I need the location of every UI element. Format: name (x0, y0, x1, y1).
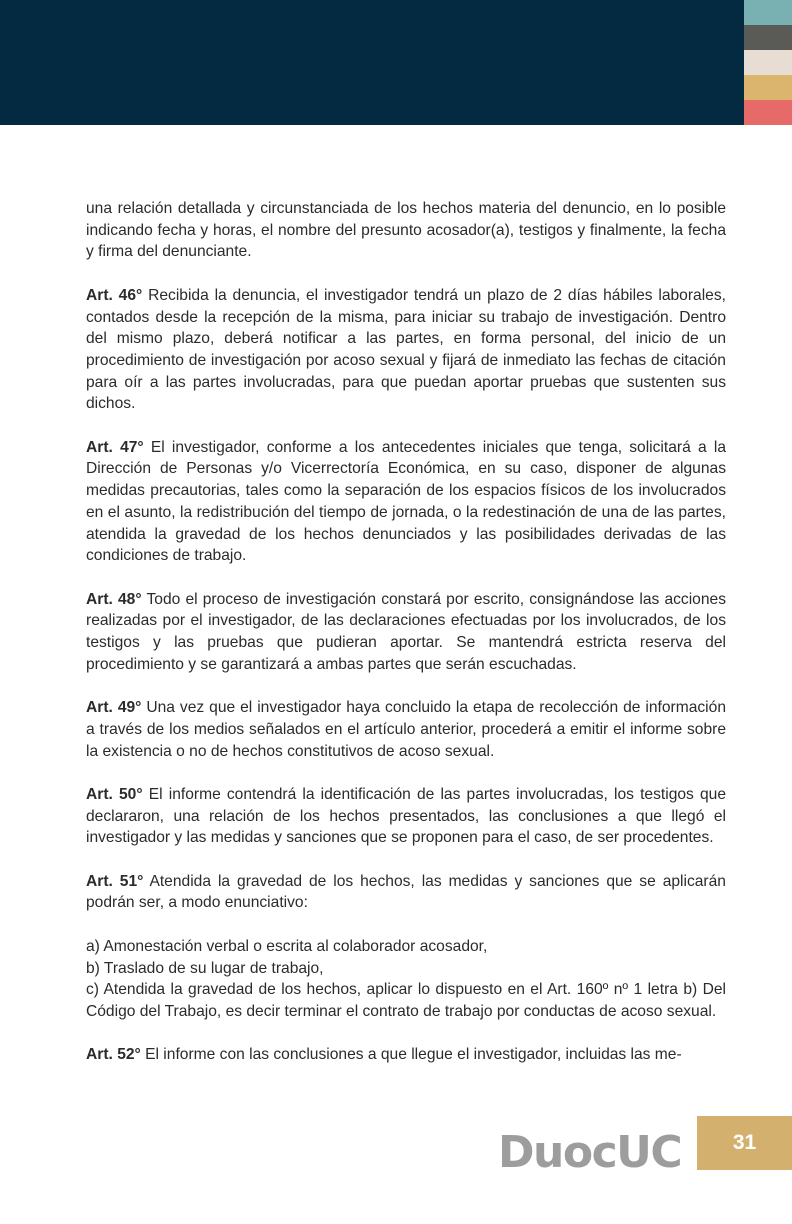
article-text: El investigador, conforme a los antecedentes iniciales que tenga, solicitará a la Dirección de Personas y/o Vicerrectoría Económica, en su caso, disponer de algunas medidas precautorias, tales como la separación de los espacios físicos de los involucrados en el asunto, la redistribución del tiempo de jornada, o la redestinación de una de las partes, atendida la gravedad de los hechos denunciados y las posibilidades derivadas de las condiciones de trabajo. (86, 438, 726, 565)
sanctions-list (86, 936, 726, 1023)
article-text: Recibida la denuncia, el investigador tendrá un plazo de 2 días hábiles laborales, contados desde la recepción de la misma, para iniciar su trabajo de investigación. Dentro del mismo plazo, deberá notificar a las partes, en forma personal, del inicio de un procedimiento de investigación por acoso sexual y fijará de inmediato las fechas de citación para oír a las partes involucradas, para que puedan aportar pruebas que sustenten sus dichos. (86, 286, 726, 413)
header-band (0, 0, 792, 125)
article-text: Atendida la gravedad de los hechos, las medidas y sanciones que se aplicarán podrán ser, a modo enunciativo: (86, 872, 726, 912)
header-color-strip (744, 0, 792, 125)
document-body (86, 198, 726, 1088)
article-50 (86, 784, 726, 849)
page-number-box (697, 1116, 792, 1170)
color-swatch (744, 50, 792, 75)
article-label: Art. 46° (86, 286, 143, 304)
list-item: b) Traslado de su lugar de trabajo, (86, 959, 324, 977)
article-text: El informe con las conclusiones a que llegue el investigador, incluidas las me- (140, 1046, 682, 1064)
article-49 (86, 697, 726, 762)
color-swatch (744, 100, 792, 125)
article-47 (86, 437, 726, 567)
article-label: Art. 48° (86, 590, 142, 608)
list-item: a) Amonestación verbal o escrita al colaborador acosador, (86, 937, 488, 955)
article-label: Art. 47° (86, 438, 144, 456)
duoc-uc-logo: DuocUC (498, 1127, 682, 1178)
article-label: Art. 52° (86, 1046, 141, 1064)
article-label: Art. 51° (86, 872, 144, 890)
article-48 (86, 589, 726, 676)
list-item: c) Atendida la gravedad de los hechos, aplicar lo dispuesto en el Art. 160º nº 1 letra b) Del Código del Trabajo, es decir terminar el contrato de trabajo por conductas de acoso sexual. (86, 981, 726, 1020)
color-swatch (744, 25, 792, 50)
article-text: Una vez que el investigador haya concluido la etapa de recolección de información a través de los medios señalados en el artículo anterior, procederá a emitir el informe sobre la existencia o no de hechos constitutivos de acoso sexual. (86, 699, 726, 760)
article-label: Art. 49° (86, 699, 142, 717)
article-text: El informe contendrá la identificación de las partes involucradas, los testigos que declararon, una relación de los hechos presentados, las conclusiones a que llegó el investigador y las medidas y sanciones que se proponen para el caso, de ser procedentes. (86, 785, 727, 847)
article-46 (86, 285, 726, 415)
article-52 (86, 1044, 726, 1066)
article-text: Todo el proceso de investigación constará por escrito, consignándose las acciones realizadas por el investigador, de las declaraciones efectuadas por los involucrados, de los testigos y las pruebas que pudieran aportar. Se mantendrá estricta reserva del procedimiento y se garantizará a ambas partes que serán escuchadas. (86, 590, 726, 673)
color-swatch (744, 0, 792, 25)
paragraph-continuation (86, 198, 726, 263)
article-label: Art. 50° (86, 785, 143, 803)
color-swatch (744, 75, 792, 100)
article-51 (86, 871, 726, 914)
page-number: 31 (732, 1131, 757, 1154)
paragraph-text: una relación detallada y circunstanciada de los hechos materia del denuncio, en lo posible indicando fecha y horas, el nombre del presunto acosador(a), testigos y finalmente, la fecha y firma del denunciante. (86, 200, 726, 261)
